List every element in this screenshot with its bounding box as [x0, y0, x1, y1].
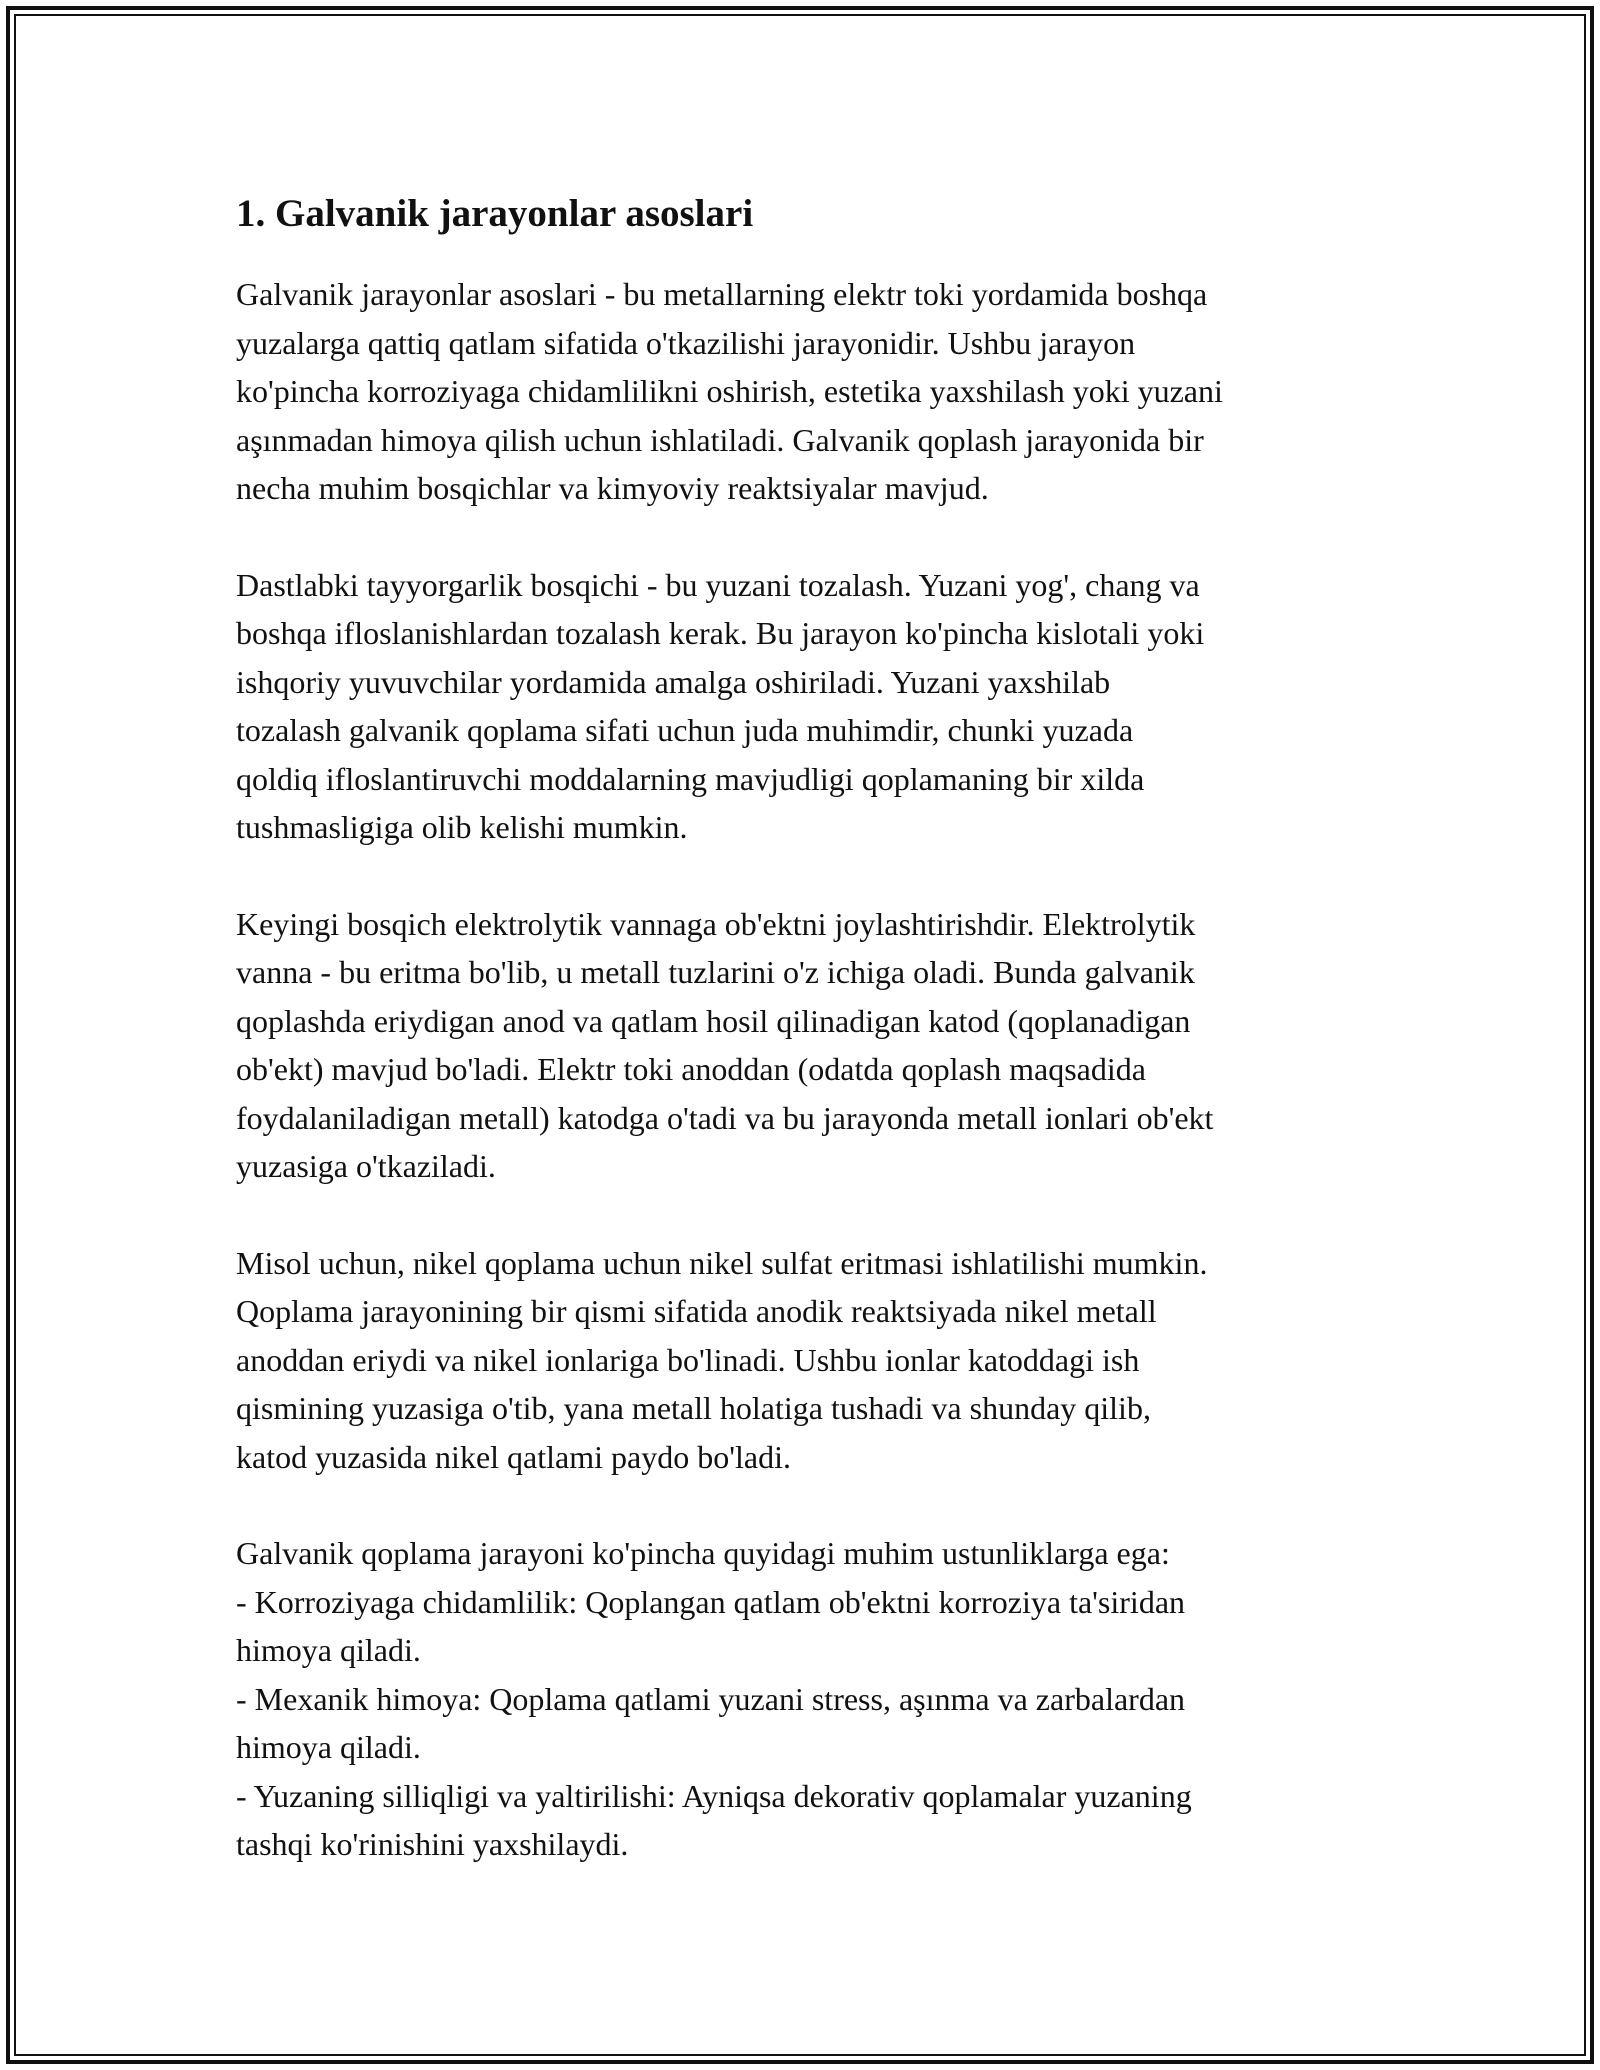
paragraph-advantages: Galvanik qoplama jarayoni ko'pincha quyidagi muhim ustunliklarga ega: - Korroziyaga chidamlilik: Qoplangan qatlam ob'ektni korroziya ta'siridan himoya qiladi. - Mexanik himoya: Qoplama qatlami yuzani stress, aşınma va zarbalardan himoya qiladi. - Yuzaning silliqligi va yaltirilishi: Ayniqsa dekorativ qoplamalar yuzaning tashqi ko'rinishini yaxshilaydi.	[236, 1535, 1192, 1862]
paragraph-intro: Galvanik jarayonlar asoslari - bu metallarning elektr toki yordamida boshqa yuzalarga qattiq qatlam sifatida o'tkazilishi jarayonidir. Ushbu jarayon ko'pincha korroziyaga chidamlilikni oshirish, estetika yaxshilash yoki yuzani aşınmadan himoya qilish uchun ishlatiladi. Galvanik qoplash jarayonida bir necha muhim bosqichlar va kimyoviy reaktsiyalar mavjud.	[236, 276, 1223, 506]
paragraph-preparation: Dastlabki tayyorgarlik bosqichi - bu yuzani tozalash. Yuzani yog', chang va boshqa ifloslanishlardan tozalash kerak. Bu jarayon ko'pincha kislotali yoki ishqoriy yuvuvchilar yordamida amalga oshiriladi. Yuzani yaxshilab tozalash galvanik qoplama sifati uchun juda muhimdir, chunki yuzada qoldiq ifloslantiruvchi moddalarning mavjudligi qoplamaning bir xilda tushmasligiga olib kelishi mumkin.	[236, 566, 1205, 845]
section-title: 1. Galvanik jarayonlar asoslari	[236, 192, 754, 235]
paragraph-nickel-example: Misol uchun, nikel qoplama uchun nikel sulfat eritmasi ishlatilishi mumkin. Qoplama jarayonining bir qismi sifatida anodik reaktsiyada nikel metall anoddan eriydi va nikel ionlariga bo'linadi. Ushbu ionlar katoddagi ish qismining yuzasiga o'tib, yana metall holatiga tushadi va shunday qilib, katod yuzasida nikel qatlami paydo bo'ladi.	[236, 1244, 1208, 1475]
paragraph-electrolytic-bath: Keyingi bosqich elektrolytik vannaga ob'ektni joylashtirishdir. Elektrolytik vanna - bu eritma bo'lib, u metall tuzlarini o'z ichiga oladi. Bunda galvanik qoplashda eriydigan anod va qatlam hosil qilinadigan katod (qoplanadigan ob'ekt) mavjud bo'ladi. Elektr toki anoddan (odatda qoplash maqsadida foydalaniladigan metall) katodga o'tadi va bu jarayonda metall ionlari ob'ekt yuzasiga o'tkaziladi.	[236, 905, 1214, 1184]
document-body	[236, 186, 1386, 1869]
